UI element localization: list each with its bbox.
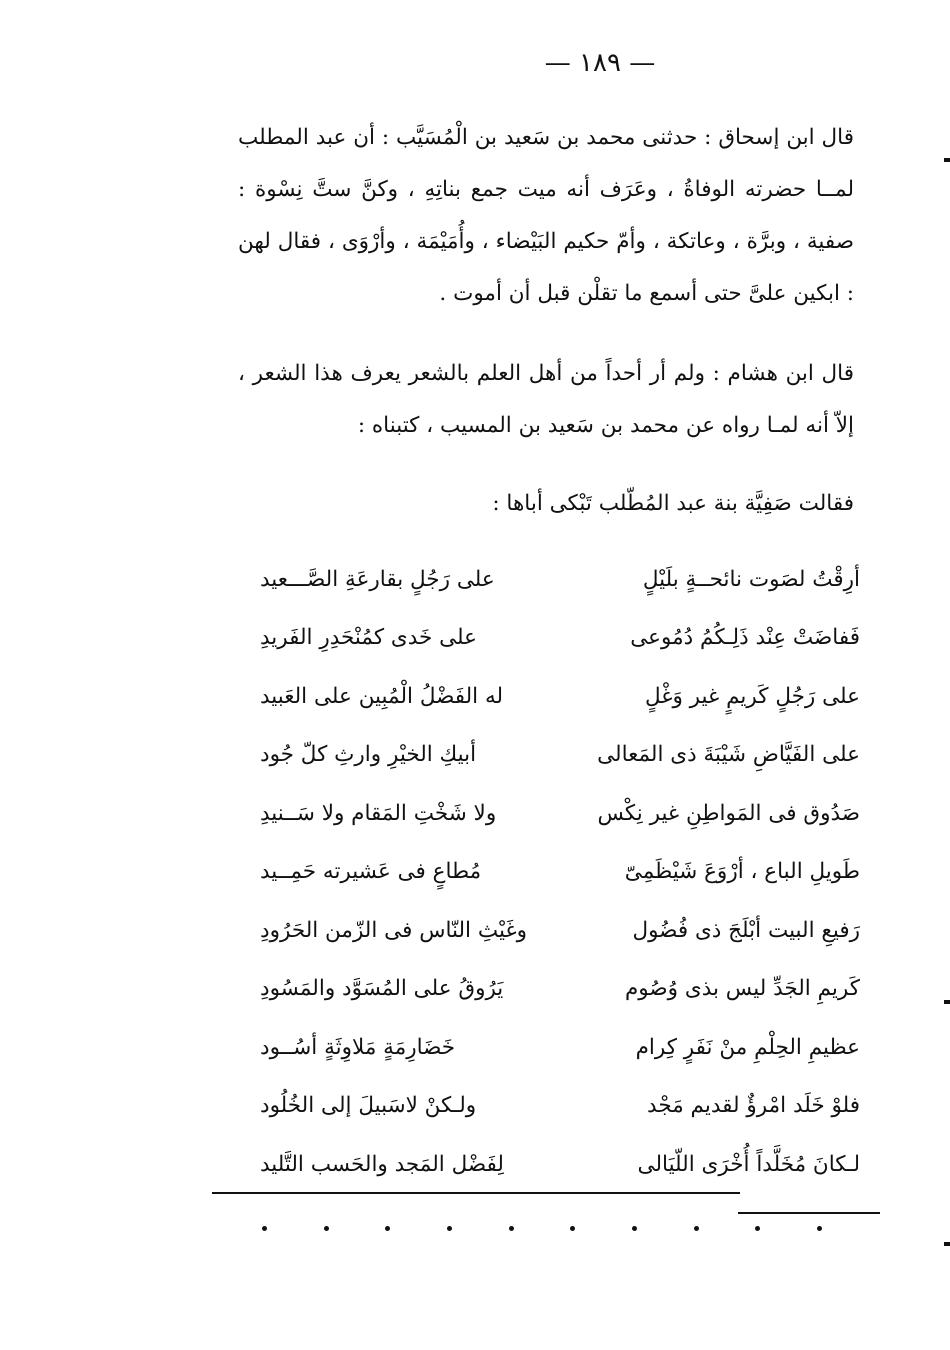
- paragraph-ibn-ishaq: [238, 112, 898, 320]
- verse-first-hemistich: طَويلِ الباع ، أرْوَعَ شَيْظَمِىّ: [624, 859, 860, 885]
- verse-first-hemistich: أرِقْتُ لصَوت نائحــةٍ بلَيْلٍ: [642, 566, 860, 592]
- dot: [447, 1226, 452, 1231]
- verse-first-hemistich: صَدُوق فى المَواطِنِ غير نِكْس: [597, 800, 860, 826]
- verse: [260, 1077, 860, 1136]
- scan-edge-mark: [944, 158, 950, 162]
- verse-first-hemistich: فَفاضَتْ عِنْد ذَلِـكُمُ دُمُوعى: [630, 625, 860, 651]
- verse: [260, 784, 860, 843]
- verse: [260, 960, 860, 1019]
- verse-first-hemistich: على رَجُلٍ كَريمٍ غير وَغْلٍ: [644, 683, 860, 709]
- dot: [817, 1226, 822, 1231]
- poem-introduction: [238, 478, 898, 530]
- dot: [632, 1226, 637, 1231]
- dot: [509, 1226, 514, 1231]
- verse: [260, 843, 860, 902]
- dot: [755, 1226, 760, 1231]
- dot: [262, 1226, 267, 1231]
- paragraph-ibn-hisham: [238, 348, 898, 452]
- verse-first-hemistich: على الفَيَّاضِ شَيْبَةَ ذى المَعالى: [597, 742, 860, 768]
- verse-second-hemistich: أبيكِ الخيْرِ وارثِ كلّ جُود: [260, 742, 477, 768]
- verse-second-hemistich: ولـكنْ لاسَبيلَ إلى الخُلُود: [260, 1093, 477, 1119]
- paragraph-text: قال ابن إسحاق : حدثنى محمد بن سَعيد بن الْمُسَيَّب : أن عبد المطلب لمــا حضرته الوفاةُ ، وعَرَف أنه ميت جمع بناتِهِ ، وكنَّ ستَّ نِسْوة : صفية ، وبرَّة ، وعاتكة ، وأمّ حكيم البَيْضاء ، وأُمَيْمَة ، وأرْوَى ، فقال لهن : ابكين علىَّ حتى أسمع ما تقلْن قبل أن أموت .: [238, 125, 854, 306]
- paragraph-text: فقالت صَفِيَّة بنة عبد المُطّلب تَبْكى أباها :: [492, 491, 854, 516]
- verse-second-hemistich: مُطاعٍ فى عَشيرته حَمِــيد: [260, 859, 482, 885]
- footnote-rule: [212, 1192, 740, 1194]
- dot: [694, 1226, 699, 1231]
- scan-edge-mark: [944, 1000, 950, 1004]
- dot-row: [262, 1226, 822, 1231]
- verse: [260, 550, 860, 609]
- verse-second-hemistich: لِفَضْل المَجد والحَسب التَّليد: [260, 1151, 504, 1177]
- verse-second-hemistich: وغَيْثِ النّاس فى الزّمن الحَرُودِ: [260, 917, 528, 943]
- verse: [260, 667, 860, 726]
- verse: [260, 901, 860, 960]
- verse-second-hemistich: على رَجُلٍ بقارعَةِ الصَّـــعيد: [260, 566, 495, 592]
- verse: [260, 726, 860, 785]
- verse: [260, 1018, 860, 1077]
- scan-edge-mark: [944, 1242, 950, 1246]
- verse-first-hemistich: فلوْ خَلَد امْرؤٌ لقديم مَجْد: [647, 1093, 860, 1119]
- verse-second-hemistich: ولا شَخْتِ المَقام ولا سَــنيدِ: [260, 800, 497, 826]
- dot: [324, 1226, 329, 1231]
- verse-second-hemistich: على خَدى كمُنْحَدِرِ الفَريدِ: [260, 625, 478, 651]
- paragraph-text: قال ابن هشام : ولم أر أحداً من أهل العلم بالشعر يعرف هذا الشعر ، إلاّ أنه لمـا رواه عن محمد بن سَعيد بن المسيب ، كتبناه :: [238, 361, 854, 438]
- verse-first-hemistich: لـكانَ مُخَلَّداً أُخْرَى اللّيَالى: [637, 1151, 860, 1177]
- verse-second-hemistich: له الفَضْلُ الْمُبِين على العَبيد: [260, 683, 504, 709]
- footnote-rule-short: [738, 1212, 880, 1214]
- dot: [570, 1226, 575, 1231]
- verse-first-hemistich: كَريمِ الجَدِّ ليس بذى وُصُوم: [624, 976, 860, 1002]
- verse-first-hemistich: عظيمِ الحِلْمِ منْ نَفَرٍ كِرام: [635, 1034, 860, 1060]
- verse: [260, 1135, 860, 1194]
- page-number: — ١٨٩ —: [544, 48, 656, 78]
- verse-second-hemistich: يَرُوقُ على المُسَوَّد والمَسُودِ: [260, 976, 504, 1002]
- poem: [260, 550, 860, 1194]
- verse-second-hemistich: خَضَارِمَةٍ مَلاوِثَةٍ أسُــود: [260, 1034, 456, 1060]
- verse-first-hemistich: رَفيعِ البيت أبْلَجَ ذى فُضُول: [632, 917, 860, 943]
- verse: [260, 609, 860, 668]
- dot: [385, 1226, 390, 1231]
